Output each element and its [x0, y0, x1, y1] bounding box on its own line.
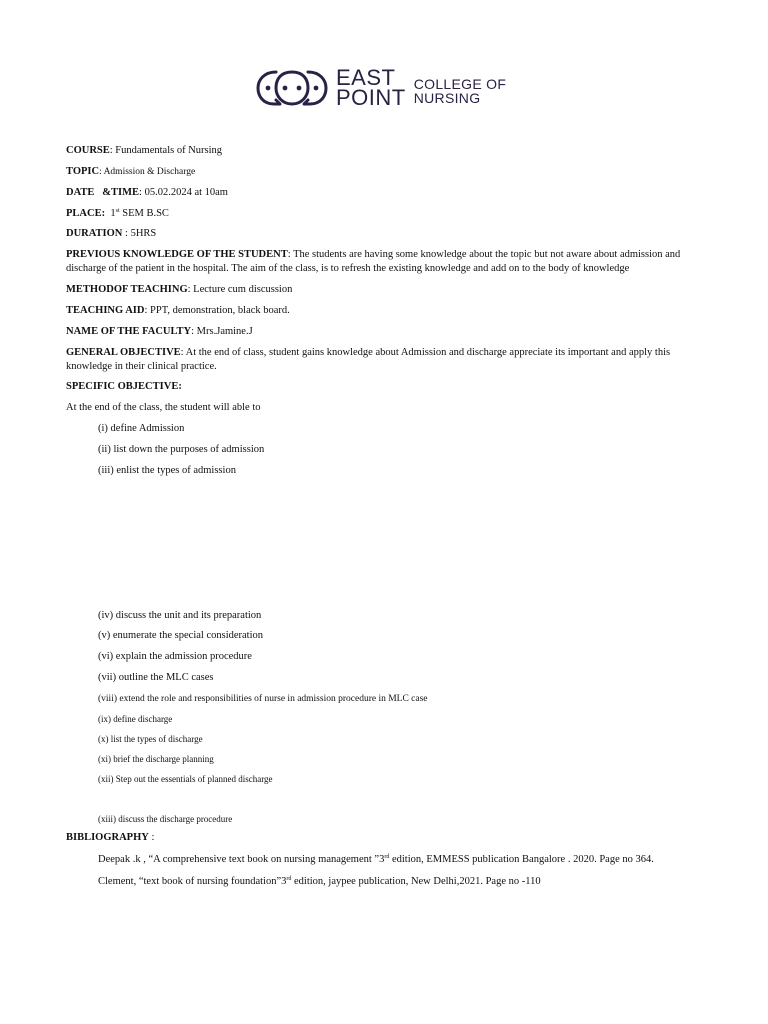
bibliography-heading-line — [66, 831, 706, 845]
objective-item: (iii) enlist the types of admission — [98, 465, 236, 476]
bibliography-label: BIBLIOGRAPHY — [66, 832, 149, 843]
bib-entry-text: Clement, “text book of nursing foundation”3 — [98, 876, 287, 887]
logo-sub-1: COLLEGE OF — [413, 76, 507, 92]
course-line — [66, 144, 706, 158]
logo-subtitle — [414, 77, 506, 105]
bib-entry-sup: rd — [286, 876, 292, 882]
objective-item: (xii) Step out the essentials of planned discharge — [98, 774, 273, 784]
bib-entry-text: edition, jaypee publication, New Delhi,2021. Page no -110 — [291, 876, 541, 887]
logo-line-2: POINT — [336, 85, 406, 110]
faculty-line — [66, 325, 706, 339]
topic-line — [66, 165, 706, 179]
general-objective-paragraph — [66, 346, 706, 374]
datetime-label: DATE &TIME — [66, 187, 140, 198]
logo-wordmark — [336, 65, 406, 110]
method-value: : Lecture cum discussion — [187, 284, 293, 295]
objective-item: (ii) list down the purposes of admission — [98, 444, 265, 455]
place-value-prefix: 1 — [110, 208, 116, 219]
specific-objective-heading: SPECIFIC OBJECTIVE: — [66, 381, 182, 392]
bib-entry-sup: rd — [384, 854, 390, 860]
bibliography-colon: : — [148, 832, 155, 843]
bibliography-entry — [98, 853, 738, 867]
objective-item: (i) define Admission — [98, 423, 185, 434]
general-value: : At the end of class, student gains knowledge about Admission and discharge appreciate its important and apply this knowledge in their clinical practice. — [66, 347, 671, 372]
objective-item: (x) list the types of discharge — [98, 734, 203, 744]
objective-item: (v) enumerate the special consideration — [98, 630, 264, 641]
place-label: PLACE: — [66, 208, 106, 219]
objectives-intro: At the end of the class, the student will able to — [66, 402, 261, 413]
objective-item: (xi) brief the discharge planning — [98, 754, 214, 764]
method-line — [66, 283, 706, 297]
objective-item: (vii) outline the MLC cases — [98, 672, 214, 683]
logo-line-1: EAST — [336, 65, 396, 90]
logo-sub-2: NURSING — [413, 90, 481, 106]
place-line — [66, 207, 706, 221]
general-label: GENERAL OBJECTIVE — [66, 347, 181, 358]
topic-value: : Admission & Discharge — [99, 167, 196, 177]
course-label: COURSE — [66, 145, 110, 156]
previous-knowledge-paragraph — [66, 248, 706, 276]
objective-item: (xiii) discuss the discharge procedure — [98, 814, 233, 824]
course-value: : Fundamentals of Nursing — [109, 145, 223, 156]
faculty-value: : Mrs.Jamine.J — [191, 326, 253, 337]
faculty-label: NAME OF THE FACULTY — [66, 326, 192, 337]
duration-value: : 5HRS — [122, 228, 157, 239]
bib-entry-text: edition, EMMESS publication Bangalore . 2020. Page no 364. — [389, 854, 654, 865]
teaching-aid-line — [66, 304, 706, 318]
duration-label: DURATION — [66, 228, 123, 239]
three-faces-logo-icon — [254, 66, 330, 110]
objective-item: (ix) define discharge — [98, 714, 173, 724]
place-value-suffix: SEM B.SC — [119, 208, 169, 219]
duration-line — [66, 227, 706, 241]
objective-item: (iv) discuss the unit and its preparation — [98, 610, 262, 621]
aid-value: : PPT, demonstration, black board. — [144, 305, 290, 316]
previous-value: : The students are having some knowledge about the topic but not aware about admission and discharge of the patient in the hospital. The aim of the class, is to refresh the existing knowledge and add on to the body of knowledge — [66, 249, 681, 274]
bib-entry-text: Deepak .k , “A comprehensive text book on nursing management ”3 — [98, 854, 385, 865]
college-logo — [254, 66, 506, 110]
topic-label: TOPIC — [66, 166, 100, 177]
datetime-value: : 05.02.2024 at 10am — [139, 187, 228, 198]
aid-label: TEACHING AID — [66, 305, 145, 316]
bibliography-entry — [98, 875, 738, 889]
datetime-line — [66, 186, 706, 200]
objective-item: (vi) explain the admission procedure — [98, 651, 252, 662]
previous-label: PREVIOUS KNOWLEDGE OF THE STUDENT — [66, 249, 288, 260]
place-value-sup: st — [115, 208, 120, 214]
method-label: METHODOF TEACHING — [66, 284, 188, 295]
objective-item: (viii) extend the role and responsibilities of nurse in admission procedure in MLC case — [98, 694, 428, 704]
